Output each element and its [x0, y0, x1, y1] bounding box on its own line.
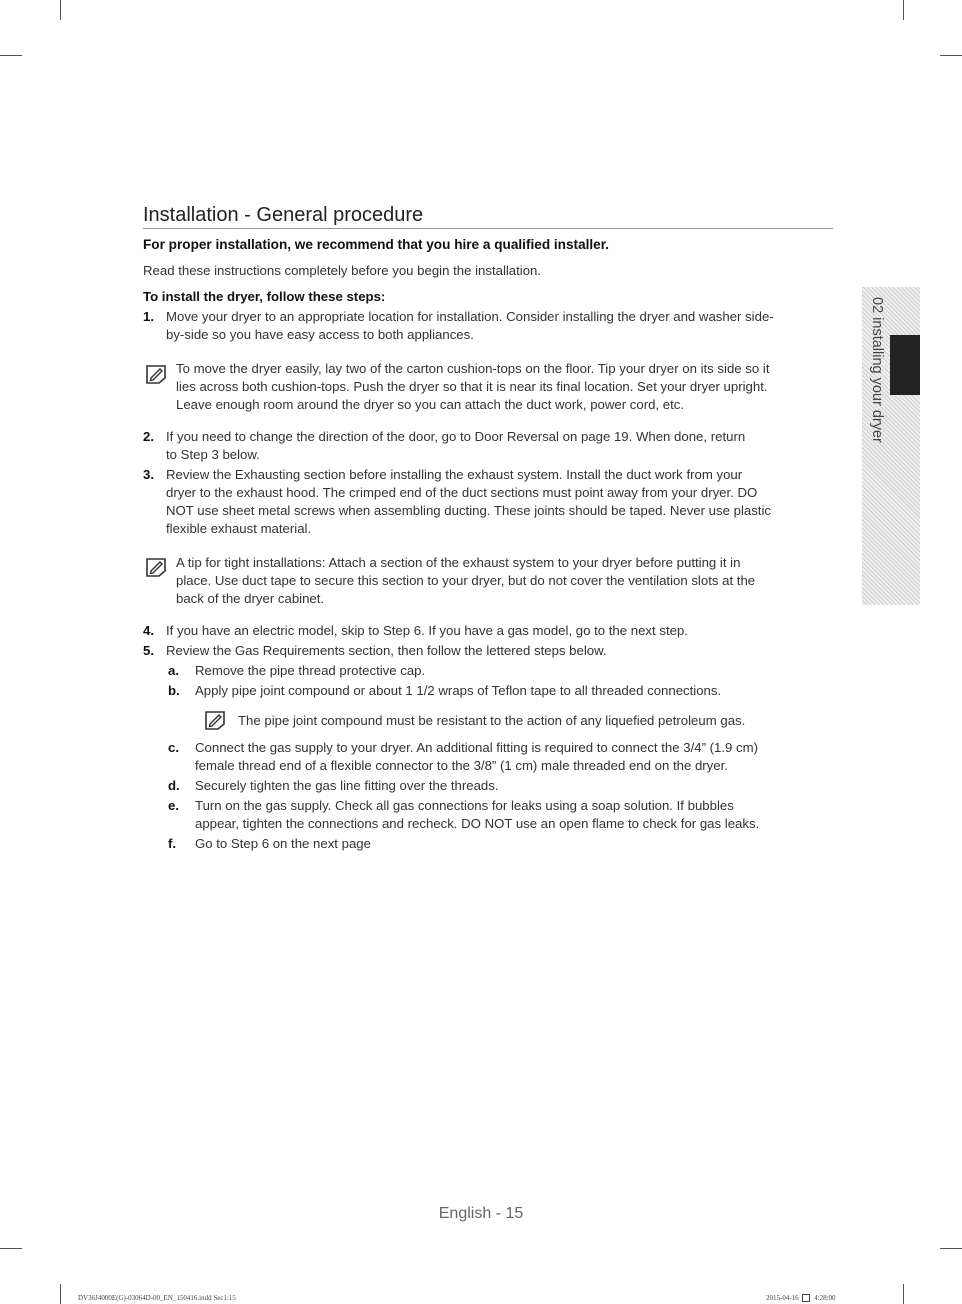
step-text: Move your dryer to an appropriate location for installation. Consider installing the dryer and washer side-	[166, 309, 774, 324]
crop-mark	[940, 1248, 962, 1249]
substep-letter: b.	[168, 683, 180, 698]
step-text: flexible exhaust material.	[166, 521, 312, 536]
note-icon	[145, 364, 167, 384]
steps-title: To install the dryer, follow these steps:	[143, 289, 386, 304]
substep-text: Go to Step 6 on the next page	[195, 836, 371, 851]
note-icon	[204, 710, 226, 730]
clock-icon	[802, 1294, 810, 1302]
note-text: place. Use duct tape to secure this section to your dryer, but do not cover the ventilation slots at the	[176, 573, 756, 588]
step-text: NOT use sheet metal screws when assembling ducting. These joints should be taped. Never use plastic	[166, 503, 771, 518]
step-text: dryer to the exhaust hood. The crimped end of the duct sections must point away from your dryer. DO	[166, 485, 758, 500]
substep-text: Apply pipe joint compound or about 1 1/2 wraps of Teflon tape to all threaded connections.	[195, 683, 722, 698]
substep-text: Connect the gas supply to your dryer. An additional fitting is required to connect the 3/4” (1.9 cm)	[195, 740, 758, 755]
step-text: If you need to change the direction of the door, go to Door Reversal on page 19. When done, return	[166, 429, 746, 444]
page-number: English - 15	[438, 1205, 524, 1222]
note-text: A tip for tight installations: Attach a section of the exhaust system to your dryer before putting it in	[176, 555, 741, 570]
intro-text: Read these instructions completely before you begin the installation.	[143, 263, 542, 278]
section-tab-marker	[890, 335, 920, 395]
substep-text: Securely tighten the gas line fitting over the threads.	[195, 778, 499, 793]
lead-text: For proper installation, we recommend that you hire a qualified installer.	[143, 237, 610, 252]
note-text: back of the dryer cabinet.	[176, 591, 325, 606]
step-number: 4.	[143, 623, 154, 638]
file-info: DV36J4000E(G)-03064D-00_EN_150416.indd Sec1:15	[78, 1294, 236, 1302]
note-icon	[145, 557, 167, 577]
step-number: 1.	[143, 309, 154, 324]
step-number: 5.	[143, 643, 154, 658]
note-text: lies across both cushion-tops. Push the dryer so that it is near its final location. Set your dryer upright.	[176, 379, 768, 394]
crop-mark	[903, 0, 904, 20]
note-text: Leave enough room around the dryer so you can attach the duct work, power cord, etc.	[176, 397, 685, 412]
substep-text: Turn on the gas supply. Check all gas connections for leaks using a soap solution. If bubbles	[195, 798, 734, 813]
step-text: to Step 3 below.	[166, 447, 260, 462]
substep-text: appear, tighten the connections and recheck. DO NOT use an open flame to check for gas leaks.	[195, 816, 760, 831]
substep-letter: e.	[168, 798, 179, 813]
step-number: 2.	[143, 429, 154, 444]
print-date: 2015-04-16	[766, 1294, 799, 1302]
substep-text: Remove the pipe thread protective cap.	[195, 663, 426, 678]
substep-letter: c.	[168, 740, 179, 755]
page-title: Installation - General procedure	[143, 202, 833, 229]
crop-mark	[903, 1284, 904, 1304]
substep-text: female thread end of a flexible connector to the 3/8” (1 cm) male threaded end on the dryer.	[195, 758, 728, 773]
note-text: The pipe joint compound must be resistant to the action of any liquefied petroleum gas.	[238, 713, 746, 728]
substep-letter: f.	[168, 836, 177, 851]
print-time: 4:28:00	[814, 1294, 836, 1302]
substep-letter: d.	[168, 778, 180, 793]
section-tab-label: 02 installing your dryer	[869, 297, 885, 443]
step-text: Review the Gas Requirements section, then follow the lettered steps below.	[166, 643, 607, 658]
step-text: Review the Exhausting section before installing the exhaust system. Install the duct work from your	[166, 467, 743, 482]
step-text: If you have an electric model, skip to Step 6. If you have a gas model, go to the next step.	[166, 623, 688, 638]
crop-mark	[60, 1284, 61, 1304]
print-timestamp	[766, 1294, 836, 1302]
crop-mark	[940, 55, 962, 56]
crop-mark	[0, 1248, 22, 1249]
note-text: To move the dryer easily, lay two of the carton cushion-tops on the floor. Tip your dryer on its side so it	[176, 361, 770, 376]
step-text: by-side so you have easy access to both appliances.	[166, 327, 474, 342]
substep-letter: a.	[168, 663, 179, 678]
crop-mark	[60, 0, 61, 20]
step-number: 3.	[143, 467, 154, 482]
crop-mark	[0, 55, 22, 56]
